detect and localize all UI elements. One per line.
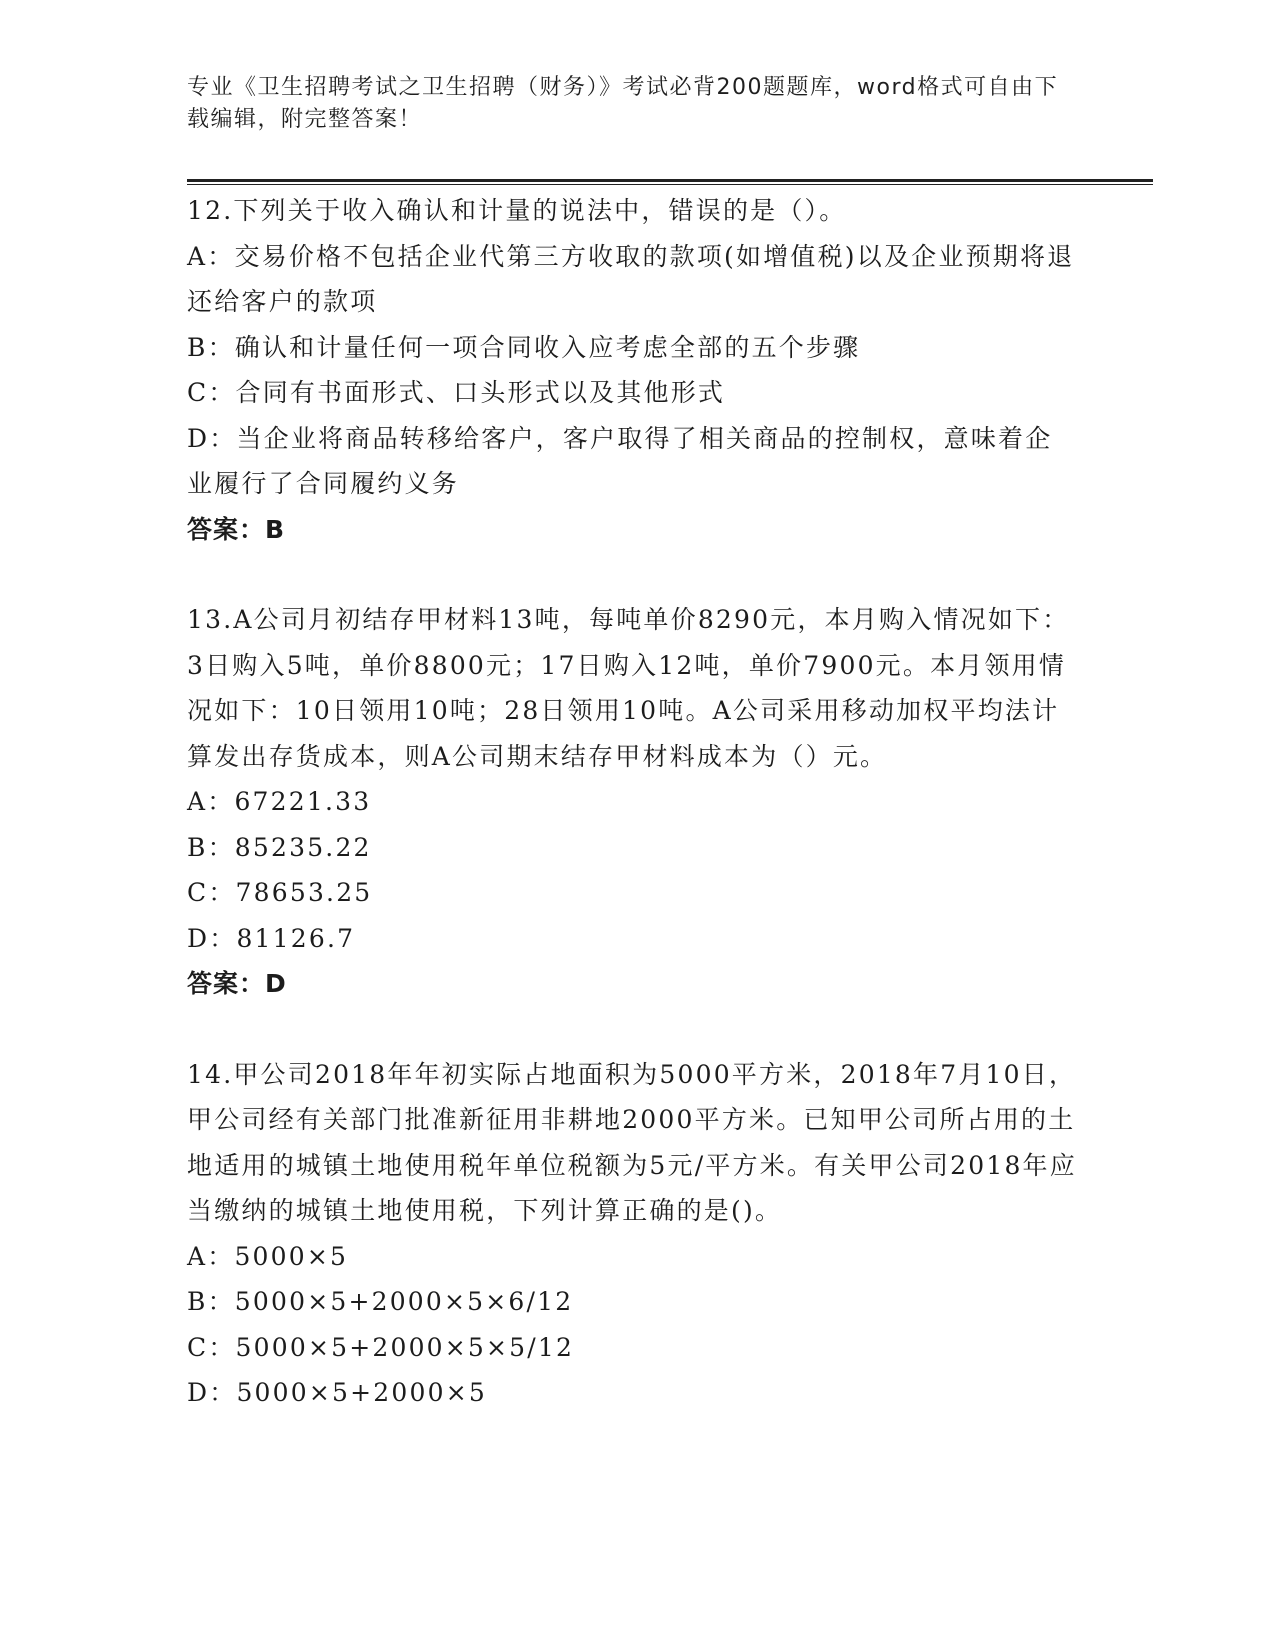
option-a: A：5000×5 (187, 1241, 349, 1271)
option-b: B：确认和计量任何一项合同收入应考虑全部的五个步骤 (187, 332, 861, 362)
option-b: B：85235.22 (187, 832, 372, 862)
option-c: C：5000×5+2000×5×5/12 (187, 1332, 575, 1362)
question-13 (187, 597, 1077, 1007)
header-divider-thick (187, 179, 1153, 182)
option-d: D：当企业将商品转移给客户，客户取得了相关商品的控制权，意味着企业履行了合同履约义务 (187, 423, 1053, 498)
document-header: 专业《卫生招聘考试之卫生招聘（财务）》考试必背200题题库，word格式可自由下载编辑，附完整答案！ (187, 75, 1059, 132)
question-14 (187, 1052, 1077, 1416)
answer-line: 答案：D (187, 969, 287, 998)
option-b: B：5000×5+2000×5×6/12 (187, 1287, 574, 1316)
question-text: 12.下列关于收入确认和计量的说法中，错误的是（）。 (187, 196, 847, 225)
option-a: A：67221.33 (187, 787, 372, 816)
option-d: D：81126.7 (187, 923, 356, 953)
question-text: 13.A公司月初结存甲材料13吨，每吨单价8290元，本月购入情况如下：3日购入5吨，单价8800元；17日购入12吨，单价7900元。本月领用情况如下：10日领用10吨；28日领用10吨。A公司采用移动加权平均法计算发出存货成本，则A公司期末结存甲材料成本为（）元。 (187, 605, 1070, 771)
header-divider-thin (187, 184, 1153, 185)
option-c: C：78653.25 (187, 878, 373, 907)
option-c: C：合同有书面形式、口头形式以及其他形式 (187, 378, 726, 407)
option-a: A：交易价格不包括企业代第三方收取的款项(如增值税)以及企业预期将退还给客户的款项 (187, 241, 1075, 316)
question-12 (187, 188, 1077, 552)
option-d: D：5000×5+2000×5 (187, 1378, 487, 1407)
question-list (187, 188, 1077, 1416)
answer-line: 答案：B (187, 514, 286, 544)
question-text: 14.甲公司2018年年初实际占地面积为5000平方米，2018年7月10日，甲公司经有关部门批准新征用非耕地2000平方米。已知甲公司所占用的土地适用的城镇土地使用税年单位税额为5元/平方米。有关甲公司2018年应当缴纳的城镇土地使用税，下列计算正确的是()。 (187, 1059, 1077, 1225)
